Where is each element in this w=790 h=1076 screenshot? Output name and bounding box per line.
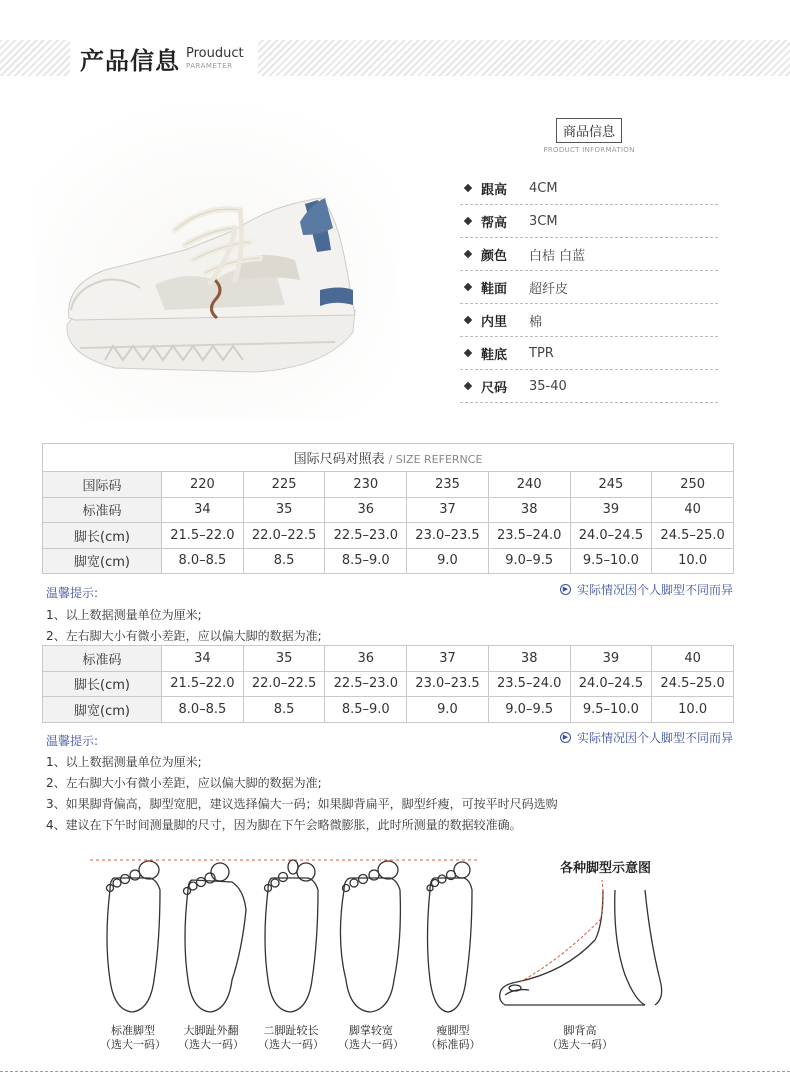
play-circle-icon: ▶ [560,584,571,595]
foot-diagram-title: 各种脚型示意图 [560,861,652,876]
page-title-en: Prouduct [186,45,244,61]
info-heading-title: 商品信息 [556,118,622,143]
info-row-heel: 跟高 4CM [460,172,718,205]
size-table-caption: 国际尺码对照表 / SIZE REFERNCE [43,444,734,472]
tips-disclaimer: ▶ 实际情况因个人脚型不同而异 [560,581,733,598]
table-row: 标准码 34 35 36 37 38 39 40 [43,497,734,523]
foot-label: 二脚趾较长 （选大一码） [258,1024,324,1051]
info-list [460,172,718,403]
diamond-bullet-icon [464,382,472,390]
info-row-color: 颜色 白桔 白蓝 [460,238,718,271]
info-row-size: 尺码 35-40 [460,370,718,403]
info-heading [460,118,718,154]
tips-label: 温馨提示: [46,734,99,748]
page-title [70,34,258,82]
diamond-bullet-icon [464,217,472,225]
tips-disclaimer: ▶ 实际情况因个人脚型不同而异 [560,729,733,746]
diamond-bullet-icon [464,184,472,192]
tips-label: 温馨提示: [46,586,99,600]
sneaker-image [35,110,395,420]
size-table-international [42,443,734,574]
product-image [35,110,395,420]
diamond-bullet-icon [464,316,472,324]
foot-label: 脚掌较宽 （选大一码） [338,1024,404,1051]
foot-label: 脚背高 （选大一码） [547,1024,613,1051]
play-circle-icon: ▶ [560,732,571,743]
table-row: 国际码 220 225 230 235 240 245 250 [43,472,734,498]
info-heading-sub: PRODUCT INFORMATION [543,146,635,154]
table-row: 脚宽(cm) 8.0–8.5 8.5 8.5–9.0 9.0 9.0–9.5 9.5–10.0 10.0 [43,697,734,723]
tips-notes: 1、以上数据测量单位为厘米; 2、左右脚大小有微小差距，应以偏大脚的数据为准; 3、如果脚背偏高，脚型宽肥，建议选择偏大一码；如果脚背扁平，脚型纤瘦，可按平时尺码选购 4、建议在下午时间测量脚的尺寸，因为脚在下午会略微膨胀，此时所测量的数据较准确。 [46,755,558,832]
foot-label: 瘦脚型 （标准码） [425,1024,481,1051]
bottom-divider [0,1071,790,1072]
table-row: 脚长(cm) 21.5–22.0 22.0–22.5 22.5–23.0 23.0–23.5 23.5–24.0 24.0–24.5 24.5–25.0 [43,671,734,697]
foot-label: 标准脚型 （选大一码） [100,1024,166,1051]
info-row-lining: 内里 棉 [460,304,718,337]
info-row-shaft: 帮高 3CM [460,205,718,238]
page-title-cn: 产品信息 [80,46,180,75]
foot-type-diagram [80,850,740,1060]
tips-notes: 1、以上数据测量单位为厘米; 2、左右脚大小有微小差距，应以偏大脚的数据为准; [46,608,322,643]
diamond-bullet-icon [464,283,472,291]
table-row: 脚长(cm) 21.5–22.0 22.0–22.5 22.5–23.0 23.0–23.5 23.5–24.0 24.0–24.5 24.5–25.0 [43,523,734,549]
info-row-upper: 鞋面 超纤皮 [460,271,718,304]
diamond-bullet-icon [464,349,472,357]
diamond-bullet-icon [464,250,472,258]
size-table-standard [42,645,734,723]
product-info-panel [460,118,718,403]
table-row: 脚宽(cm) 8.0–8.5 8.5 8.5–9.0 9.0 9.0–9.5 9.5–10.0 10.0 [43,548,734,574]
info-row-sole: 鞋底 TPR [460,337,718,370]
table-row: 标准码 34 35 36 37 38 39 40 [43,646,734,672]
page-title-en-sub: PARAMETER [186,61,233,70]
foot-label: 大脚趾外翻 （选大一码） [178,1024,244,1051]
